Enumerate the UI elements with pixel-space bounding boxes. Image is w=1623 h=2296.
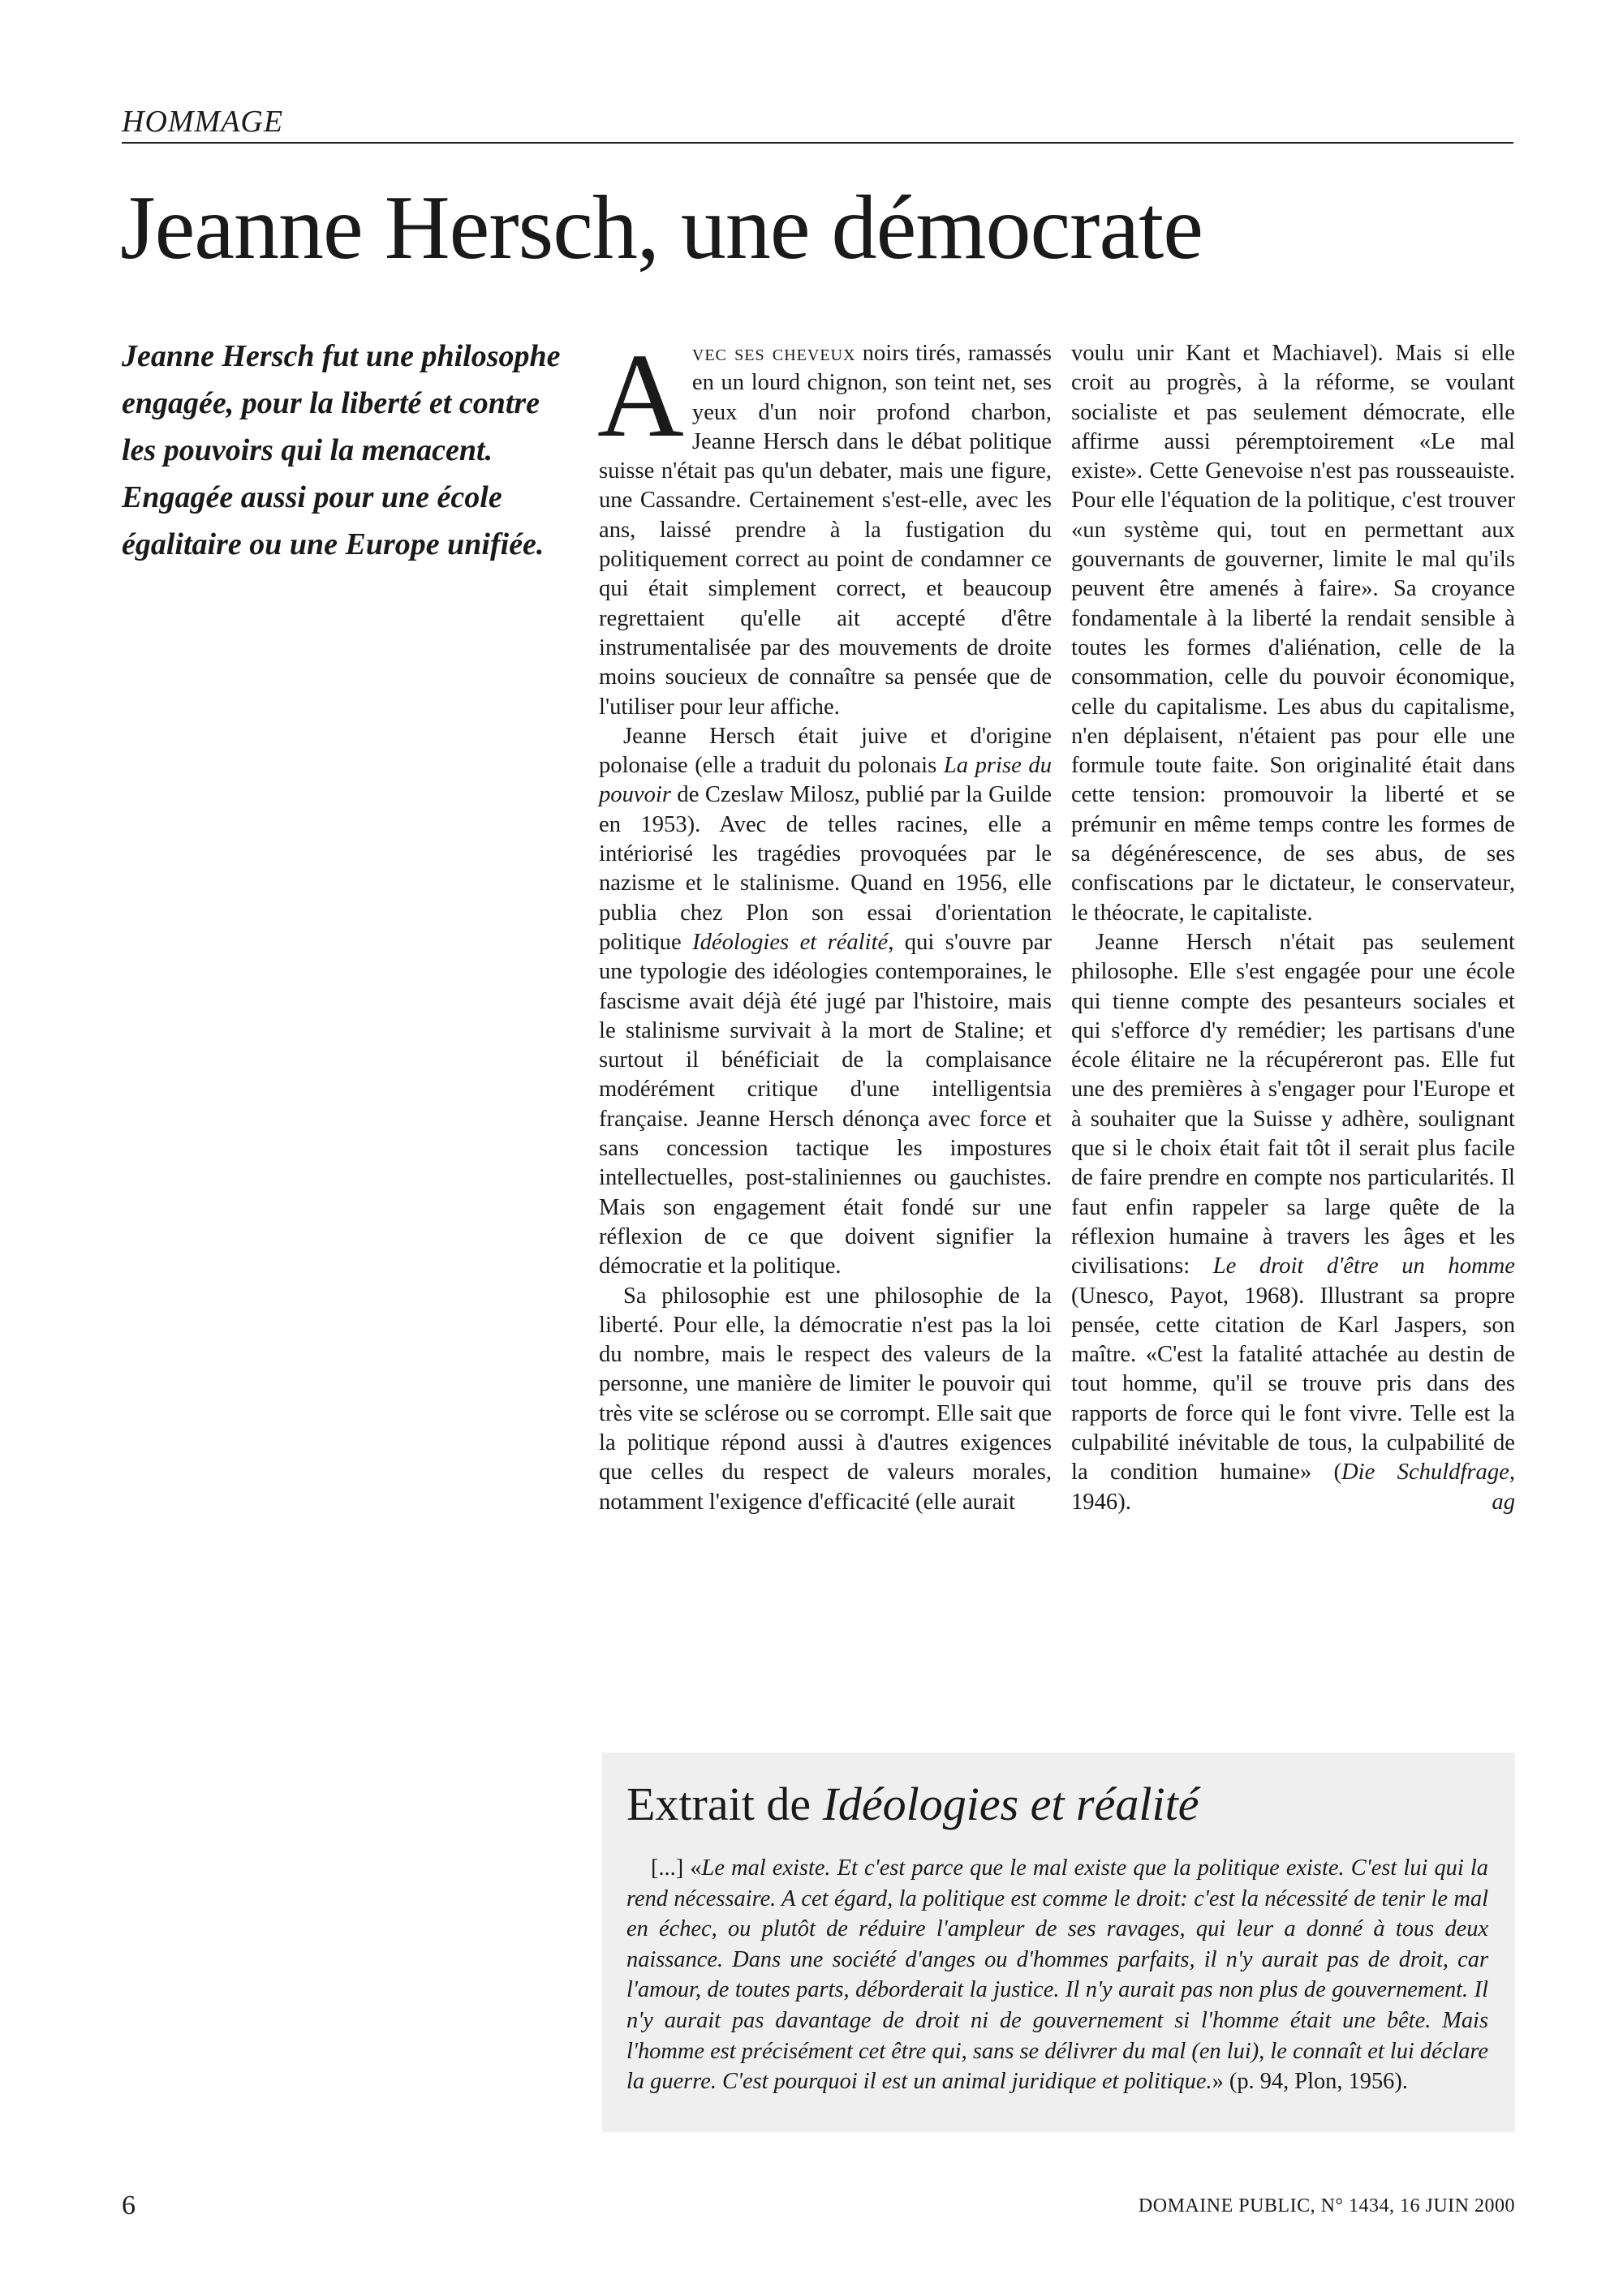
paragraph-text: Jeanne Hersch était juive et d'origine polonaise (elle a traduit du polonais <box>599 723 1052 779</box>
article-column-2 <box>1071 339 1515 1517</box>
paragraph-text: (Unesco, Payot, 1968). Illustrant sa propre pensée, cette citation de Karl Jaspers, son maître. «C'est la fatalité attachée au destin de tout homme, qu'il se trouve pris dans des rapports de force qui le font vivre. Telle est la culpabilité inévitable de tous, la culpabilité de la condition humaine» ( <box>1071 1283 1515 1486</box>
publication-info: DOMAINE PUBLIC, N° 1434, 16 JUIN 2000 <box>1138 2195 1515 2216</box>
article-paragraph <box>599 722 1052 1282</box>
excerpt-text <box>626 1853 1488 2097</box>
excerpt-open: [...] « <box>651 1855 702 1881</box>
article-column-1 <box>597 329 1053 1517</box>
lead-paragraph: Engagée aussi pour une école égalitaire ou une Europe unifiée. <box>122 480 545 561</box>
author-signature: ag <box>1492 1489 1515 1515</box>
paragraph-text: , 1946). <box>1071 1460 1515 1515</box>
article-paragraph <box>597 329 1053 722</box>
book-title: Idéologies et réalité <box>692 929 889 955</box>
page-number: 6 <box>122 2191 136 2221</box>
section-label: HOMMAGE <box>122 105 284 139</box>
book-title: Le droit d'être un homme <box>1212 1253 1515 1279</box>
paragraph-text: noirs tirés, ramassés en un lourd chignon, son teint net, ses yeux d'un noir profond charbon, Jeanne Hersch dans le débat politique suisse n'était pas qu'un debater, mais une figure, une Cassandre. Certainement s'est-elle, avec les ans, laissé prendre à la fustigation du politiquement correct au point de condamner ce qui était simplement correct, et beaucoup regrettaient qu'elle ait accepté d'être instrumentalisée par des mouvements de droite moins soucieux de connaître sa pensée que de l'utiliser pour leur affiche. <box>599 341 1053 720</box>
lead-paragraph: Jeanne Hersch fut une philosophe engagée, pour la liberté et contre les pouvoirs qui la menacent. <box>122 339 561 467</box>
excerpt-box <box>602 1752 1515 2132</box>
book-title: La prise du pouvoir <box>599 753 1052 808</box>
opening-smallcaps: vec ses cheveux <box>691 341 856 366</box>
excerpt-quote: Le mal existe. Et c'est parce que le mal existe que la politique existe. C'est lui qui la rend nécessaire. A cet égard, la politique est comme le droit: c'est la nécessité de tenir le mal en échec, ou plutôt de réduire l'ampleur de ses ravages, qui leur a donné à tous deux naissance. Dans une société d'anges ou d'hommes parfaits, il n'y aurait pas de droit, car l'amour, de toutes parts, déborderait la justice. Il n'y aurait pas non plus de gouvernement. Il n'y aurait pas davantage de droit ni de gouvernement si l'homme était une bête. Mais l'homme est précisément cet être qui, sans se délivrer du mal (en lui), le connaît et lui déclare la guerre. C'est pourquoi il est un animal juridique et politique. <box>626 1855 1488 2095</box>
article-paragraph: Sa philosophie est une philosophie de la liberté. Pour elle, la démocratie n'est pas la loi du nombre, mais le respect des valeurs de la personne, une manière de limiter le pouvoir qui très vite se sclérose ou se corrompt. Elle sait que la politique répond aussi à d'autres exigences que celles du respect de valeurs morales, notamment l'exigence d'efficacité (elle aurait <box>599 1283 1052 1515</box>
article-paragraph <box>1071 928 1515 1517</box>
paragraph-text: , qui s'ouvre par une typologie des idéologies contemporaines, le fascisme avait déjà été jugé par l'histoire, mais le stalinisme survivait à la mort de Staline; et surtout il bénéficiait de la complaisance modérément critique d'une intelligentsia française. Jeanne Hersch dénonça avec force et sans concession tactique les impostures intellectuelles, post-staliniennes ou gauchistes. Mais son engagement était fondé sur une réflexion de ce que doivent signifier la démocratie et la politique. <box>599 929 1052 1279</box>
excerpt-title <box>626 1777 1199 1831</box>
article-title: Jeanne Hersch, une démocrate <box>120 178 1203 278</box>
excerpt-title-book: Idéologies et réalité <box>822 1778 1199 1830</box>
book-title: Die Schuldfrage <box>1341 1460 1509 1486</box>
header-rule <box>122 142 1513 144</box>
excerpt-title-prefix: Extrait de <box>626 1778 823 1830</box>
drop-cap: A <box>597 329 684 462</box>
article-paragraph-continued: voulu unir Kant et Machiavel). Mais si elle croit au progrès, à la réforme, se voulant socialiste et pas seulement démocrate, elle affirme aussi péremptoirement «Le mal existe». Cette Genevoise n'est pas rousseauiste. Pour elle l'équation de la politique, c'est trouver «un système qui, tout en permettant aux gouvernants de gouverner, limite le mal qu'ils peuvent être amenés à faire». Sa croyance fondamentale à la liberté la rendait sensible à toutes les formes d'aliénation, celle de la consommation, celle du pouvoir économique, celle du capitalisme. Les abus du capitalisme, n'en déplaisent, n'étaient pas pour elle une formule toute faite. Son originalité était dans cette tension: promouvoir la liberté et se prémunir en même temps contre les formes de sa dégénérescence, de ses abus, de ses confiscations par le dictateur, le conservateur, le théocrate, le capitaliste. <box>1071 341 1515 926</box>
paragraph-text: Jeanne Hersch n'était pas seulement philosophe. Elle s'est engagée pour une école qui tienne compte des pesanteurs sociales et qui s'efforce d'y remédier; les partisans d'une école élitaire ne la récupéreront pas. Elle fut une des premières à s'engager pour l'Europe et à souhaiter que la Suisse y adhère, soulignant que si le choix était fait tôt il serait plus facile de faire prendre en compte nos particularités. Il faut enfin rappeler sa large quête de la réflexion humaine à travers les âges et les civilisations: <box>1071 929 1515 1279</box>
paragraph-text: de Czeslaw Milosz, publié par la Guilde en 1953). Avec de telles racines, elle a intériorisé les tragédies provoquées par le nazisme et le stalinisme. Quand en 1956, elle publia chez Plon son essai d'orientation politique <box>599 782 1052 955</box>
lead-summary <box>122 333 576 568</box>
excerpt-citation: » (p. 94, Plon, 1956). <box>1212 2069 1408 2095</box>
